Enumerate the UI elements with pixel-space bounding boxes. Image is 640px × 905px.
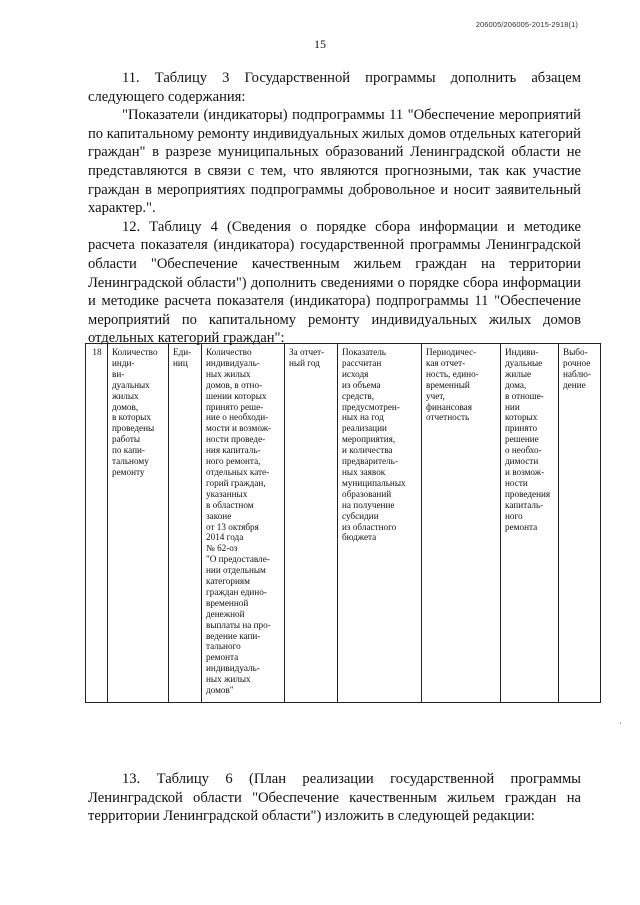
- page-number: 15: [314, 37, 326, 51]
- table-cell-reporting: Периодичес- кая отчет- ность, едино- временный учет, финансовая отчетность: [422, 344, 501, 703]
- section-11-intro: 11. Таблицу 3 Государственной программы дополнить абзацем следующего содержания:: [88, 70, 581, 105]
- sections-11-12: [88, 69, 581, 348]
- table-cell-observation: Выбо- рочное наблю- дение: [559, 344, 601, 703]
- section-13-text: 13. Таблицу 6 (План реализации государственной программы Ленинградской области "Обеспечение качественным жильем граждан на территории Ленинградской области") изложить в следующей редакции:: [88, 771, 581, 825]
- indicator-table: [85, 343, 601, 703]
- margin-mark: ·: [619, 718, 622, 728]
- table-row: [86, 344, 601, 703]
- table-cell-definition: Количество индивидуаль- ных жилых домов, в отно- шении которых принято реше- ние о необходи- мости и возмож- ности проведе- ния капиталь- ного ремонта, отдельных кате- горий граждан, указанных в областном законе от 13 октября 2014 года № 62-оз "О предоставле- нии отдельным категориям граждан едино- временной денежной выплаты на про- ведение капи- тального ремонта индивидуаль- ных жилых домов": [202, 344, 285, 703]
- table-cell-object: Индиви- дуальные жилые дома, в отноше- нии которых принято решение о необхо- димости и возмож- ности проведения капиталь- ного ремонта: [501, 344, 559, 703]
- table-cell-indicator-name: Количество инди- ви- дуальных жилых домов, в которых проведены работы по капи- тальному ремонту: [108, 344, 169, 703]
- table-cell-unit: Еди- ниц: [169, 344, 202, 703]
- table-cell-method: Показатель рассчитан исходя из объема средств, предусмотрен- ных на год реализации мероприятия, и количества предваритель- ных заявок муниципальных образований на получение субсидии из областного бюджета: [338, 344, 422, 703]
- table-cell-period: За отчет- ный год: [285, 344, 338, 703]
- section-13: [88, 770, 581, 826]
- section-12-text: 12. Таблицу 4 (Сведения о порядке сбора информации и методике расчета показателя (индикатора) государственной программы Ленинградской области "Обеспечение качественным жильем граждан на территории Ленинградской области") дополнить сведениями о порядке сбора информации и методике расчета показателя (индикатора) подпрограммы 11 "Обеспечение мероприятий по капитальному ремонту индивидуальных жилых домов отдельных категорий граждан":: [88, 218, 581, 347]
- document-id: 206005/206005-2015-2918(1): [475, 20, 578, 29]
- section-11-quote: "Показатели (индикаторы) подпрограммы 11 "Обеспечение мероприятий по капитальному ремонту индивидуальных жилых домов отдельных категорий граждан" в разрезе муниципальных образований Ленинградской области не представляются в связи с тем, что являются прогнозными, так как участие граждан в мероприятиях подпрограммы добровольное и носит заявительный характер.".: [88, 107, 581, 217]
- table-cell-number: 18: [86, 344, 108, 703]
